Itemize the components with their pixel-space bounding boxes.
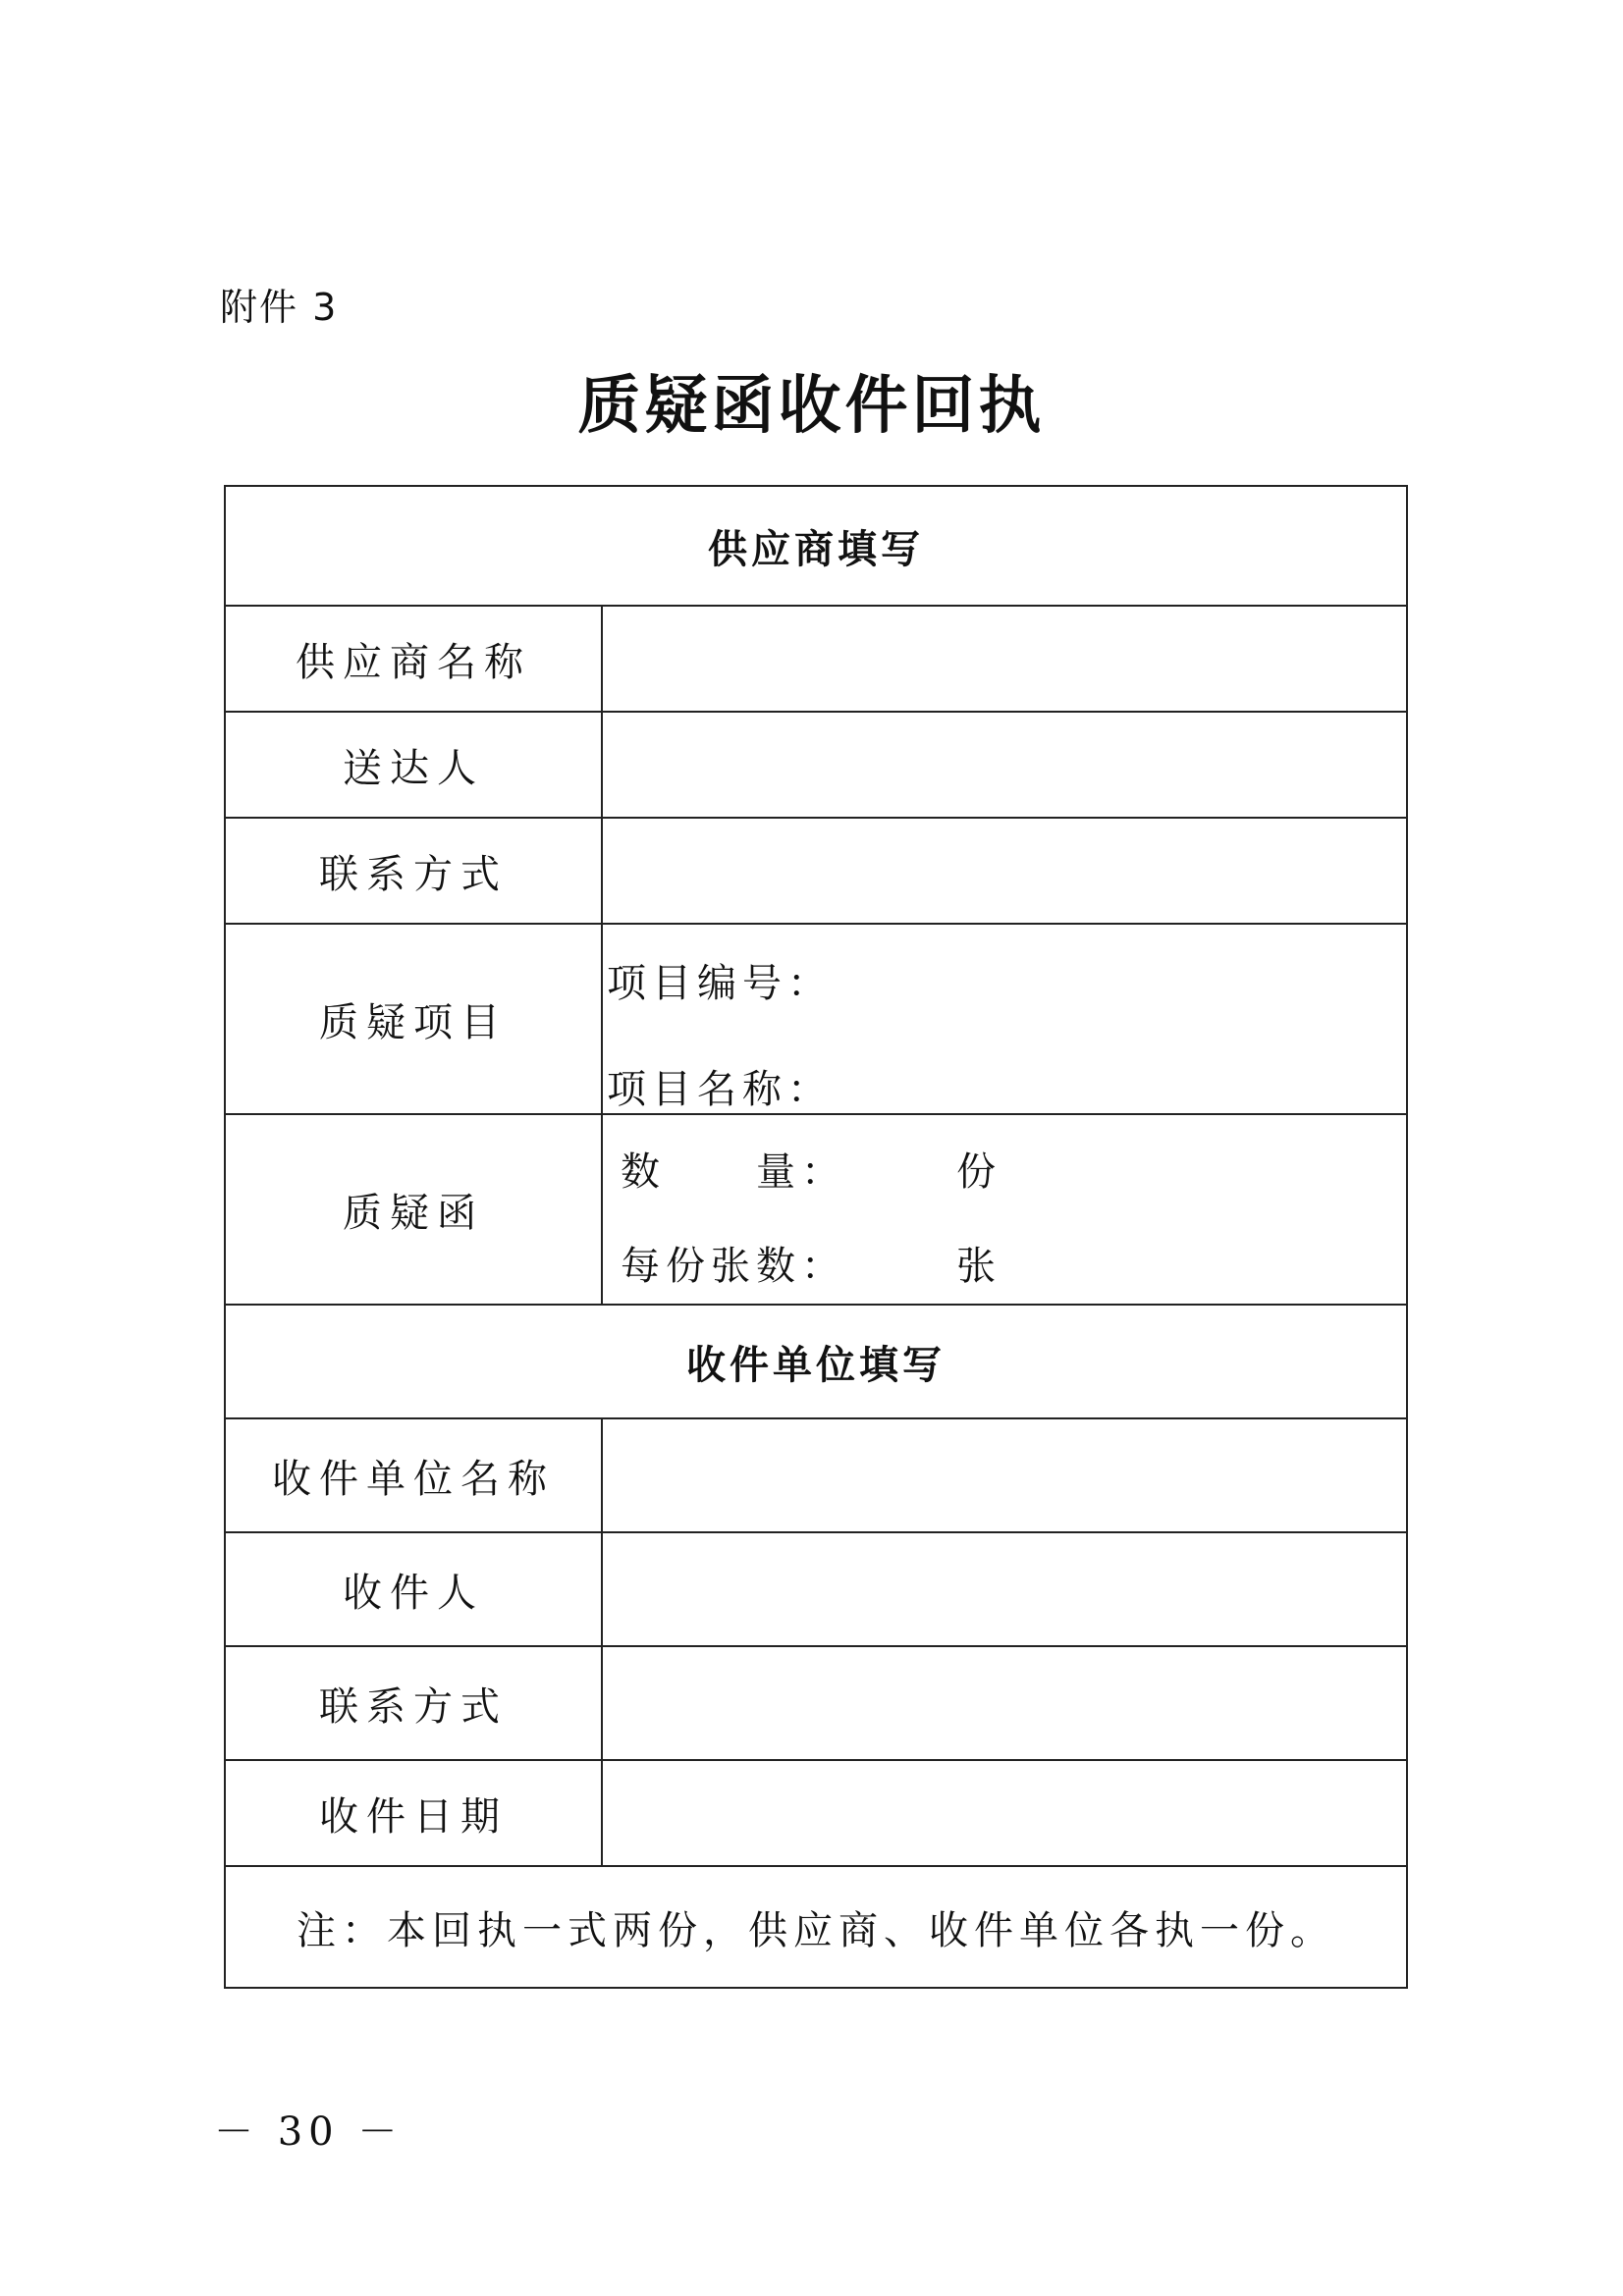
receiver-section-heading-row xyxy=(226,1306,1406,1419)
receiver-unit-label: 收件单位名称 xyxy=(226,1419,603,1531)
sender-field[interactable] xyxy=(603,713,1406,817)
attachment-label: 附件 3 xyxy=(220,286,339,329)
supplier-contact-label: 联系方式 xyxy=(226,819,603,923)
pages-label: 每份张数： xyxy=(621,1244,846,1289)
note-text: 注：本回执一式两份，供应商、收件单位各执一份。 xyxy=(297,1907,1335,1953)
receiver-section-heading: 收件单位填写 xyxy=(686,1342,946,1388)
supplier-name-field[interactable] xyxy=(603,607,1406,711)
supplier-name-row xyxy=(226,607,1406,713)
page-title: 质疑函收件回执 xyxy=(577,369,1046,443)
letter-label: 质疑函 xyxy=(226,1115,603,1304)
receiver-unit-row xyxy=(226,1419,1406,1533)
receive-date-label: 收件日期 xyxy=(226,1761,603,1865)
supplier-contact-row xyxy=(226,819,1406,925)
receiver-contact-field[interactable] xyxy=(603,1647,1406,1759)
letter-row xyxy=(226,1115,1406,1306)
page-number: － 30 － xyxy=(214,2109,404,2155)
sender-label: 送达人 xyxy=(226,713,603,817)
receiver-label: 收件人 xyxy=(226,1533,603,1645)
quantity-label: 数 量： xyxy=(621,1149,846,1195)
receive-date-field[interactable] xyxy=(603,1761,1406,1865)
note-row xyxy=(226,1867,1406,1987)
receipt-form xyxy=(224,485,1408,1989)
project-number-label: 项目编号： xyxy=(607,961,833,1006)
supplier-section-heading-row xyxy=(226,487,1406,607)
project-label: 质疑项目 xyxy=(226,925,603,1113)
supplier-section-heading: 供应商填写 xyxy=(708,526,924,572)
quantity-unit: 份 xyxy=(956,1149,1001,1195)
letter-field[interactable] xyxy=(603,1115,1406,1304)
receiver-contact-row xyxy=(226,1647,1406,1761)
supplier-name-label: 供应商名称 xyxy=(226,607,603,711)
project-row xyxy=(226,925,1406,1115)
project-field[interactable] xyxy=(603,925,1406,1113)
pages-unit: 张 xyxy=(956,1244,1001,1289)
sender-row xyxy=(226,713,1406,819)
receive-date-row xyxy=(226,1761,1406,1867)
receiver-field[interactable] xyxy=(603,1533,1406,1645)
receiver-contact-label: 联系方式 xyxy=(226,1647,603,1759)
project-name-label: 项目名称： xyxy=(607,1067,833,1112)
supplier-contact-field[interactable] xyxy=(603,819,1406,923)
receiver-row xyxy=(226,1533,1406,1647)
receiver-unit-field[interactable] xyxy=(603,1419,1406,1531)
